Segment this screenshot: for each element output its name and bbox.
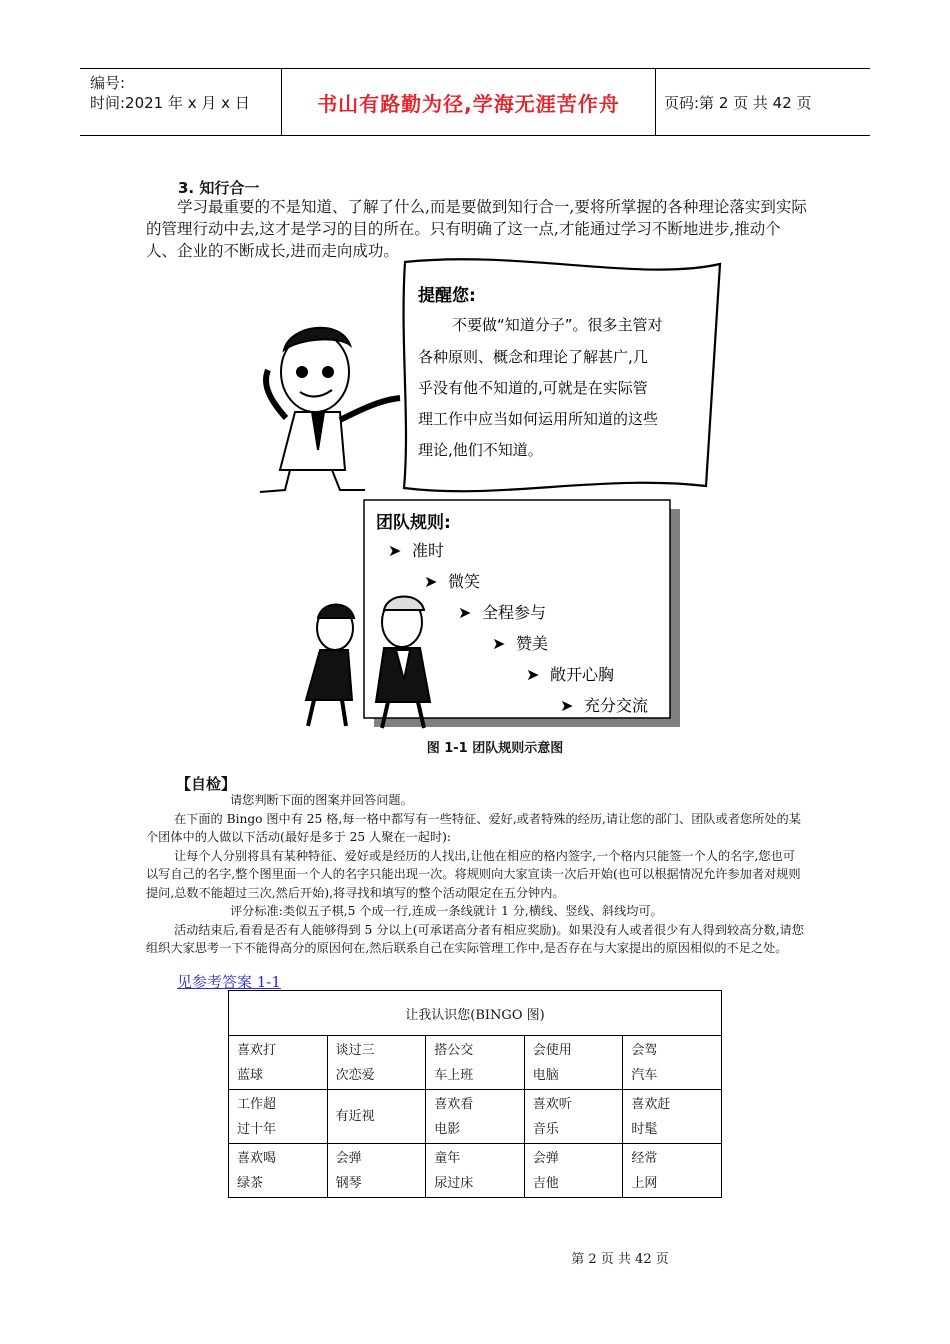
- reference-answer-link[interactable]: 见参考答案 1-1: [177, 973, 281, 991]
- bingo-title: 让我认识您(BINGO 图): [229, 991, 722, 1036]
- rules-title: 团队规则:: [376, 513, 451, 533]
- cell-line: 会弹: [335, 1150, 362, 1166]
- cell-line: 钢琴: [335, 1175, 362, 1191]
- cell-line: 吉他: [532, 1175, 559, 1191]
- cell-line: 搭公交: [434, 1042, 474, 1058]
- chevron-right-icon: ➤: [388, 541, 402, 560]
- rule-item: 充分交流: [584, 696, 649, 715]
- cell-line: 绿茶: [237, 1175, 264, 1191]
- reminder-title: 提醒您:: [418, 286, 476, 306]
- reminder-line: 理工作中应当如何运用所知道的这些: [418, 410, 659, 428]
- bingo-cell: [524, 1090, 623, 1144]
- bingo-cell: [623, 1036, 722, 1090]
- cell-line: 电脑: [532, 1067, 559, 1083]
- reminder-line: 乎没有他不知道的,可就是在实际管: [418, 379, 648, 397]
- cell-line: 喜欢喝: [237, 1150, 277, 1166]
- self-check-paragraph: 活动结束后,看看是否有人能够得到 5 分以上(可承诺高分者有相应奖励)。如果没有人或者很少有人得到较高分数,请您组织大家思考一下不能得高分的原因何在,然后联系自己在实际管理工作中,是否存在与大家提出的原因相似的不足之处。: [146, 922, 804, 955]
- cell-line: 工作超: [237, 1096, 277, 1112]
- rule-item: 微笑: [448, 572, 481, 591]
- bingo-cell: [524, 1036, 623, 1090]
- cell-line: 次恋爱: [335, 1067, 375, 1083]
- bingo-cell: [426, 1090, 525, 1144]
- header-time: 时间:2021 年 x 月 x 日: [90, 94, 250, 112]
- self-check-title: 【自检】: [176, 775, 237, 793]
- rule-item: 全程参与: [482, 603, 547, 622]
- bingo-cell: [524, 1144, 623, 1198]
- bingo-cell: [229, 1144, 328, 1198]
- cell-line: 喜欢听: [532, 1096, 572, 1112]
- bingo-cell: [229, 1090, 328, 1144]
- table-row: [229, 1036, 722, 1090]
- cell-line: 喜欢看: [434, 1096, 474, 1112]
- bingo-cell: [327, 1144, 426, 1198]
- header-page-number: 页码:第 2 页 共 42 页: [664, 93, 812, 112]
- bingo-cell: [229, 1036, 328, 1090]
- intro-paragraph: 学习最重要的不是知道、了解了什么,而是要做到知行合一,要将所掌握的各种理论落实到实际的管理行动中去,这才是学习的目的所在。只有明确了这一点,才能通过学习不断地进步,推动个人、企业的不断成长,进而走向成功。: [146, 198, 807, 260]
- cell-line: 音乐: [532, 1121, 559, 1137]
- self-check-body: [146, 791, 806, 958]
- self-check-paragraph: 让每个人分别将具有某种特征、爱好或是经历的人找出,让他在相应的格内签字,一个格内只能签一个人的名字,您也可以写自己的名字,整个图里面一个人的名字只能出现一次。将规则向大家宣读一次后开始(也可以根据情况允许参加者对规则提问,总数不能超过三次,然后开始),将寻找和填写的整个活动限定在五分钟内。: [146, 848, 801, 900]
- rule-item: 敞开心胸: [550, 665, 615, 684]
- cell-line: 有近视: [335, 1109, 375, 1124]
- cell-line: 喜欢赶: [631, 1096, 671, 1112]
- cell-line: 尿过床: [434, 1175, 474, 1191]
- cell-line: 喜欢打: [237, 1042, 277, 1058]
- cell-line: 车上班: [434, 1067, 474, 1083]
- table-row: [229, 1144, 722, 1198]
- cell-line: 经常: [631, 1150, 658, 1166]
- bingo-cell: [327, 1036, 426, 1090]
- chevron-right-icon: ➤: [526, 665, 540, 684]
- bingo-cell: [426, 1144, 525, 1198]
- chevron-right-icon: ➤: [560, 696, 574, 715]
- bingo-cell: [426, 1036, 525, 1090]
- cell-line: 汽车: [631, 1067, 658, 1083]
- chevron-right-icon: ➤: [492, 634, 506, 653]
- figure-caption: 图 1-1 团队规则示意图: [426, 741, 564, 756]
- table-row: [229, 991, 722, 1036]
- self-check-paragraph: 评分标准:类似五子棋,5 个成一行,连成一条线就计 1 分,横线、竖线、斜线均可。: [230, 904, 663, 918]
- self-check-paragraph: 在下面的 Bingo 图中有 25 格,每一格中都写有一些特征、爱好,或者特殊的经历,请让您的部门、团队或者您所处的某个团体中的人做以下活动(最好是多于 25 人聚在一起时):: [146, 811, 801, 844]
- reminder-line: 不要做“知道分子”。很多主管对: [452, 316, 663, 334]
- cell-line: 过十年: [237, 1121, 277, 1137]
- page-footer: 第 2 页 共 42 页: [571, 1252, 669, 1267]
- cell-line: 谈过三: [335, 1042, 375, 1058]
- section-title: 3. 知行合一: [178, 179, 260, 197]
- bingo-cell: [623, 1090, 722, 1144]
- cell-line: 会使用: [532, 1042, 572, 1058]
- cell-line: 蓝球: [237, 1067, 264, 1083]
- cell-line: 时髦: [631, 1121, 658, 1137]
- self-check-paragraph: 请您判断下面的图案并回答问题。: [230, 793, 413, 807]
- table-row: [229, 1090, 722, 1144]
- bingo-cell: [623, 1144, 722, 1198]
- reminder-line: 各种原则、概念和理论了解甚广,几: [418, 348, 648, 366]
- cell-line: 会弹: [532, 1150, 559, 1166]
- chevron-right-icon: ➤: [458, 603, 472, 622]
- rule-item: 准时: [412, 541, 445, 560]
- header-motto: 书山有路勤为径,学海无涯苦作舟: [317, 91, 620, 116]
- chevron-right-icon: ➤: [424, 572, 438, 591]
- cell-line: 会驾: [631, 1042, 658, 1058]
- pointing-man-illustration: [260, 328, 400, 492]
- header-number: 编号:: [90, 74, 126, 92]
- cell-line: 电影: [434, 1121, 461, 1137]
- bingo-cell: [327, 1090, 426, 1144]
- cell-line: 童年: [434, 1150, 461, 1166]
- bingo-table: [228, 990, 722, 1198]
- reminder-line: 理论,他们不知道。: [418, 441, 543, 459]
- cell-line: 上网: [631, 1175, 658, 1191]
- rule-item: 赞美: [516, 634, 549, 653]
